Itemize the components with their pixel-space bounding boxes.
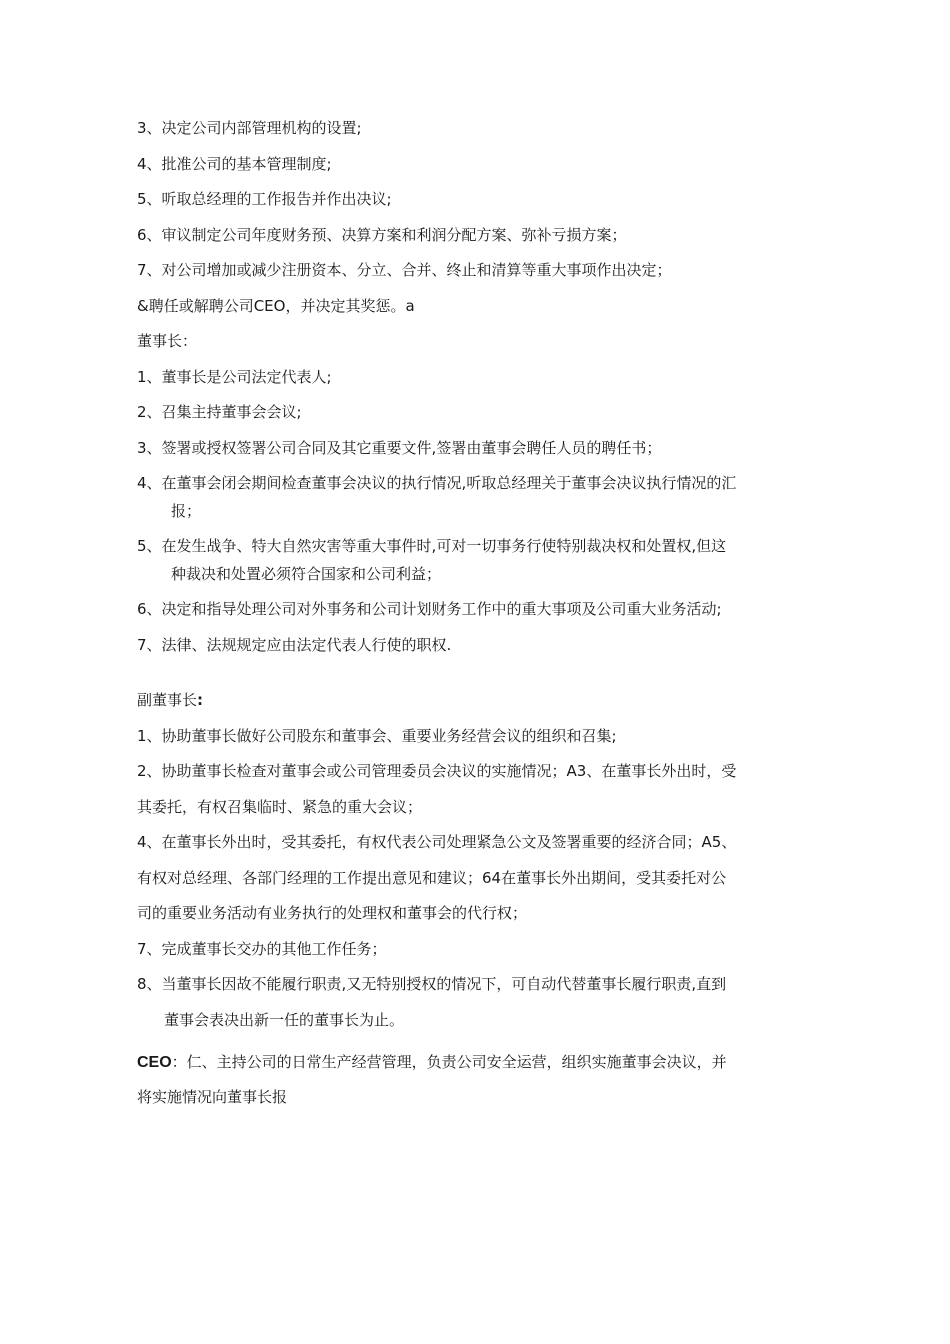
ceo-line-1	[137, 1045, 817, 1080]
vice-chairman-item-4-cont: 有权对总经理、各部门经理的工作提出意见和建议；64在董事长外出期间，受其委托对公	[137, 868, 727, 887]
vice-chairman-item-4-cont2: 司的重要业务活动有业务执行的处理权和董事会的代行权；	[137, 904, 528, 922]
chairman-item-4-cont: 报；	[171, 501, 202, 520]
section-spacer	[137, 670, 817, 690]
chairman-item-2: 2、召集主持董事会会议;	[137, 403, 302, 421]
vice-chairman-item-2-cont: 其委托，有权召集临时、紧急的重大会议；	[137, 797, 423, 816]
board-item-8: &聘任或解聘公司CEO，并决定其奖惩。a	[137, 296, 415, 315]
ceo-section	[137, 1045, 817, 1115]
board-item-3: 3、决定公司内部管理机构的设置;	[137, 119, 362, 137]
vice-chairman-item-4: 4、在董事长外出时，受其委托，有权代表公司处理紧急公文及签署重要的经济合同；A5、	[137, 833, 737, 851]
vice-chairman-heading	[137, 690, 817, 710]
document-body	[137, 118, 817, 1115]
vice-chairman-item-2: 2、协助董事长检查对董事会或公司管理委员会决议的实施情况；A3、在董事长外出时，受	[137, 762, 737, 780]
vice-chairman-item-1: 1、协助董事长做好公司股东和董事会、重要业务经营会议的组织和召集;	[137, 726, 617, 745]
ceo-line-2: 将实施情况向董事长报	[137, 1088, 288, 1106]
ceo-text-1: ：仁、主持公司的日常生产经营管理，负责公司安全运营，组织实施董事会决议，并	[171, 1053, 727, 1071]
vice-chairman-heading-colon: :	[197, 691, 204, 709]
chairman-item-1: 1、董事长是公司法定代表人;	[137, 367, 332, 386]
chairman-item-5: 5、在发生战争、特大自然灾害等重大事件时,可对一切事务行使特别裁决权和处置权,但这	[137, 537, 727, 555]
board-item-5: 5、听取总经理的工作报告并作出决议;	[137, 190, 392, 208]
board-item-6: 6、审议制定公司年度财务预、决算方案和利润分配方案、弥补亏损方案；	[137, 225, 627, 244]
chairman-item-6: 6、决定和指导处理公司对外事务和公司计划财务工作中的重大事项及公司重大业务活动;	[137, 600, 722, 618]
chairman-heading: 董事长：	[137, 332, 198, 350]
vice-chairman-item-8-cont: 董事会表决出新一任的董事长为止。	[164, 1010, 405, 1029]
vice-chairman-item-8: 8、当董事长因故不能履行职责,又无特别授权的情况下，可自动代替董事长履行职责,直到	[137, 975, 727, 993]
vice-chairman-item-7: 7、完成董事长交办的其他工作任务；	[137, 939, 387, 958]
chairman-item-4: 4、在董事会闭会期间检查董事会决议的执行情况,听取总经理关于董事会决议执行情况的汇	[137, 474, 737, 492]
vice-chairman-heading-text: 副董事长	[137, 691, 198, 709]
chairman-item-7: 7、法律、法规规定应由法定代表人行使的职权.	[137, 635, 452, 654]
chairman-item-5-cont: 种裁决和处置必须符合国家和公司利益；	[171, 564, 442, 583]
board-item-4: 4、批准公司的基本管理制度;	[137, 154, 332, 173]
chairman-item-3: 3、签署或授权签署公司合同及其它重要文件,签署由董事会聘任人员的聘任书；	[137, 438, 662, 457]
board-item-7: 7、对公司增加或减少注册资本、分立、合并、终止和清算等重大事项作出决定；	[137, 261, 672, 279]
ceo-label: CEO	[137, 1054, 172, 1071]
